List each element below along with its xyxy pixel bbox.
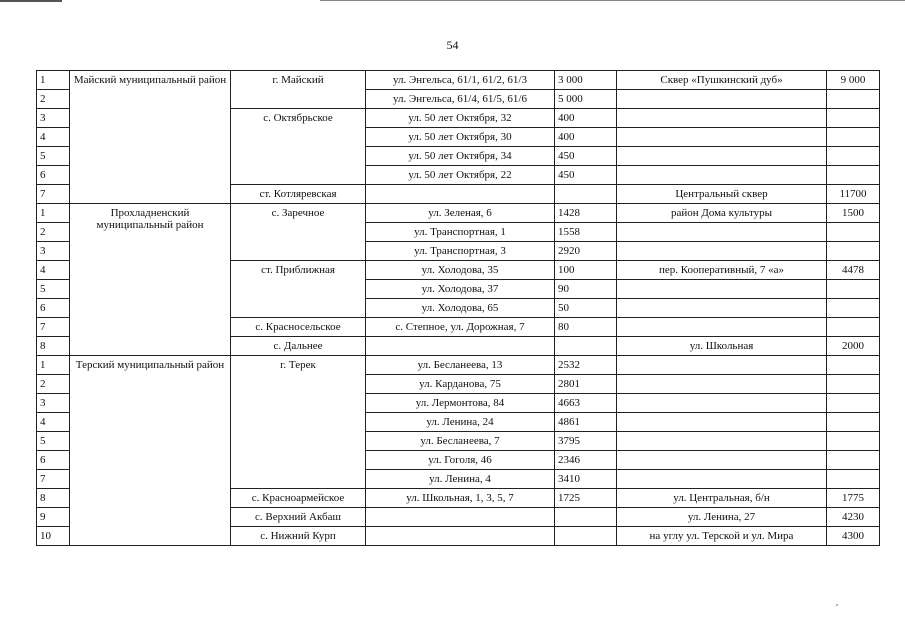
address-cell: ул. Лермонтова, 84 <box>366 394 555 413</box>
square-area-cell: 9 000 <box>827 71 880 90</box>
row-number-cell: 5 <box>37 280 70 299</box>
area-cell: 400 <box>555 128 617 147</box>
address-cell <box>366 527 555 546</box>
area-cell: 400 <box>555 109 617 128</box>
square-area-cell <box>827 90 880 109</box>
settlement-cell: г. Майский <box>231 71 366 109</box>
area-cell: 1428 <box>555 204 617 223</box>
area-cell: 3410 <box>555 470 617 489</box>
row-number-cell: 3 <box>37 109 70 128</box>
square-cell: Сквер «Пушкинский дуб» <box>617 71 827 90</box>
area-cell: 100 <box>555 261 617 280</box>
square-cell <box>617 223 827 242</box>
settlement-cell: с. Красноармейское <box>231 489 366 508</box>
area-cell: 3 000 <box>555 71 617 90</box>
row-number-cell: 6 <box>37 299 70 318</box>
square-cell <box>617 318 827 337</box>
area-cell: 50 <box>555 299 617 318</box>
square-area-cell <box>827 299 880 318</box>
address-cell: ул. Транспортная, 1 <box>366 223 555 242</box>
row-number-cell: 2 <box>37 90 70 109</box>
area-cell: 450 <box>555 166 617 185</box>
square-cell <box>617 413 827 432</box>
row-number-cell: 3 <box>37 394 70 413</box>
address-cell: ул. Ленина, 4 <box>366 470 555 489</box>
square-cell <box>617 280 827 299</box>
square-area-cell <box>827 166 880 185</box>
row-number-cell: 2 <box>37 223 70 242</box>
scan-top-line-left <box>0 0 62 2</box>
square-cell <box>617 109 827 128</box>
address-cell <box>366 185 555 204</box>
square-area-cell <box>827 451 880 470</box>
table-row <box>37 204 880 223</box>
area-cell: 90 <box>555 280 617 299</box>
settlement-cell: с. Нижний Курп <box>231 527 366 546</box>
district-cell: Майский муниципальный район <box>70 71 231 204</box>
address-cell: ул. 50 лет Октября, 34 <box>366 147 555 166</box>
address-cell: ул. Холодова, 37 <box>366 280 555 299</box>
square-area-cell <box>827 413 880 432</box>
square-cell: район Дома культуры <box>617 204 827 223</box>
row-number-cell: 2 <box>37 375 70 394</box>
area-cell: 450 <box>555 147 617 166</box>
area-cell: 1558 <box>555 223 617 242</box>
row-number-cell: 10 <box>37 527 70 546</box>
square-area-cell <box>827 318 880 337</box>
square-area-cell <box>827 356 880 375</box>
square-cell <box>617 470 827 489</box>
square-area-cell <box>827 280 880 299</box>
square-cell <box>617 432 827 451</box>
square-area-cell: 4478 <box>827 261 880 280</box>
square-cell: ул. Ленина, 27 <box>617 508 827 527</box>
square-cell <box>617 299 827 318</box>
square-area-cell <box>827 223 880 242</box>
square-cell: Центральный сквер <box>617 185 827 204</box>
row-number-cell: 1 <box>37 204 70 223</box>
square-area-cell <box>827 242 880 261</box>
address-cell: ул. Карданова, 75 <box>366 375 555 394</box>
square-cell <box>617 242 827 261</box>
area-cell <box>555 527 617 546</box>
scan-mark: ʹ <box>836 603 839 614</box>
square-area-cell <box>827 147 880 166</box>
districts-table <box>36 70 880 546</box>
square-area-cell: 2000 <box>827 337 880 356</box>
address-cell: ул. Энгельса, 61/1, 61/2, 61/3 <box>366 71 555 90</box>
area-cell: 2532 <box>555 356 617 375</box>
district-cell: Терский муниципальный район <box>70 356 231 546</box>
row-number-cell: 4 <box>37 413 70 432</box>
square-area-cell <box>827 470 880 489</box>
square-cell <box>617 166 827 185</box>
settlement-cell: с. Дальнее <box>231 337 366 356</box>
address-cell: ул. Транспортная, 3 <box>366 242 555 261</box>
area-cell <box>555 508 617 527</box>
address-cell: ул. Энгельса, 61/4, 61/5, 61/6 <box>366 90 555 109</box>
square-cell <box>617 128 827 147</box>
row-number-cell: 1 <box>37 71 70 90</box>
square-cell <box>617 375 827 394</box>
settlement-cell: ст. Котляревская <box>231 185 366 204</box>
table-row <box>37 71 880 90</box>
square-cell <box>617 147 827 166</box>
row-number-cell: 6 <box>37 451 70 470</box>
square-cell: ул. Центральная, б/н <box>617 489 827 508</box>
address-cell: ул. Ленина, 24 <box>366 413 555 432</box>
settlement-cell: с. Красносельское <box>231 318 366 337</box>
row-number-cell: 4 <box>37 261 70 280</box>
address-cell: ул. Бесланеева, 7 <box>366 432 555 451</box>
address-cell: ул. Школьная, 1, 3, 5, 7 <box>366 489 555 508</box>
area-cell: 80 <box>555 318 617 337</box>
square-area-cell <box>827 375 880 394</box>
square-area-cell <box>827 432 880 451</box>
address-cell <box>366 508 555 527</box>
area-cell: 3795 <box>555 432 617 451</box>
row-number-cell: 7 <box>37 318 70 337</box>
area-cell: 1725 <box>555 489 617 508</box>
settlement-cell: г. Терек <box>231 356 366 489</box>
square-cell <box>617 90 827 109</box>
settlement-cell: ст. Приближная <box>231 261 366 318</box>
row-number-cell: 4 <box>37 128 70 147</box>
address-cell: ул. Гоголя, 46 <box>366 451 555 470</box>
square-area-cell <box>827 109 880 128</box>
square-area-cell: 11700 <box>827 185 880 204</box>
page-number: 54 <box>446 38 459 52</box>
address-cell <box>366 337 555 356</box>
area-cell: 2801 <box>555 375 617 394</box>
address-cell: ул. Холодова, 35 <box>366 261 555 280</box>
settlement-cell: с. Верхний Акбаш <box>231 508 366 527</box>
square-cell: ул. Школьная <box>617 337 827 356</box>
settlement-cell: с. Заречное <box>231 204 366 261</box>
area-cell: 2920 <box>555 242 617 261</box>
address-cell: с. Степное, ул. Дорожная, 7 <box>366 318 555 337</box>
area-cell: 5 000 <box>555 90 617 109</box>
row-number-cell: 1 <box>37 356 70 375</box>
row-number-cell: 8 <box>37 337 70 356</box>
square-area-cell <box>827 128 880 147</box>
square-area-cell: 4300 <box>827 527 880 546</box>
table-body <box>37 71 880 546</box>
address-cell: ул. Холодова, 65 <box>366 299 555 318</box>
area-cell: 4861 <box>555 413 617 432</box>
square-cell <box>617 356 827 375</box>
area-cell <box>555 337 617 356</box>
address-cell: ул. 50 лет Октября, 22 <box>366 166 555 185</box>
square-cell: на углу ул. Терской и ул. Мира <box>617 527 827 546</box>
row-number-cell: 3 <box>37 242 70 261</box>
square-area-cell: 1500 <box>827 204 880 223</box>
row-number-cell: 9 <box>37 508 70 527</box>
settlement-cell: с. Октябрьское <box>231 109 366 185</box>
square-cell <box>617 451 827 470</box>
row-number-cell: 7 <box>37 470 70 489</box>
square-cell <box>617 394 827 413</box>
address-cell: ул. 50 лет Октября, 30 <box>366 128 555 147</box>
district-cell: Прохладненский муниципальный район <box>70 204 231 356</box>
area-cell: 2346 <box>555 451 617 470</box>
square-area-cell <box>827 394 880 413</box>
row-number-cell: 5 <box>37 432 70 451</box>
square-cell: пер. Кооперативный, 7 «а» <box>617 261 827 280</box>
row-number-cell: 8 <box>37 489 70 508</box>
address-cell: ул. Зеленая, 6 <box>366 204 555 223</box>
row-number-cell: 5 <box>37 147 70 166</box>
address-cell: ул. 50 лет Октября, 32 <box>366 109 555 128</box>
row-number-cell: 7 <box>37 185 70 204</box>
address-cell: ул. Бесланеева, 13 <box>366 356 555 375</box>
row-number-cell: 6 <box>37 166 70 185</box>
area-cell <box>555 185 617 204</box>
scan-top-line-right <box>320 0 905 1</box>
square-area-cell: 1775 <box>827 489 880 508</box>
square-area-cell: 4230 <box>827 508 880 527</box>
area-cell: 4663 <box>555 394 617 413</box>
table-row <box>37 356 880 375</box>
